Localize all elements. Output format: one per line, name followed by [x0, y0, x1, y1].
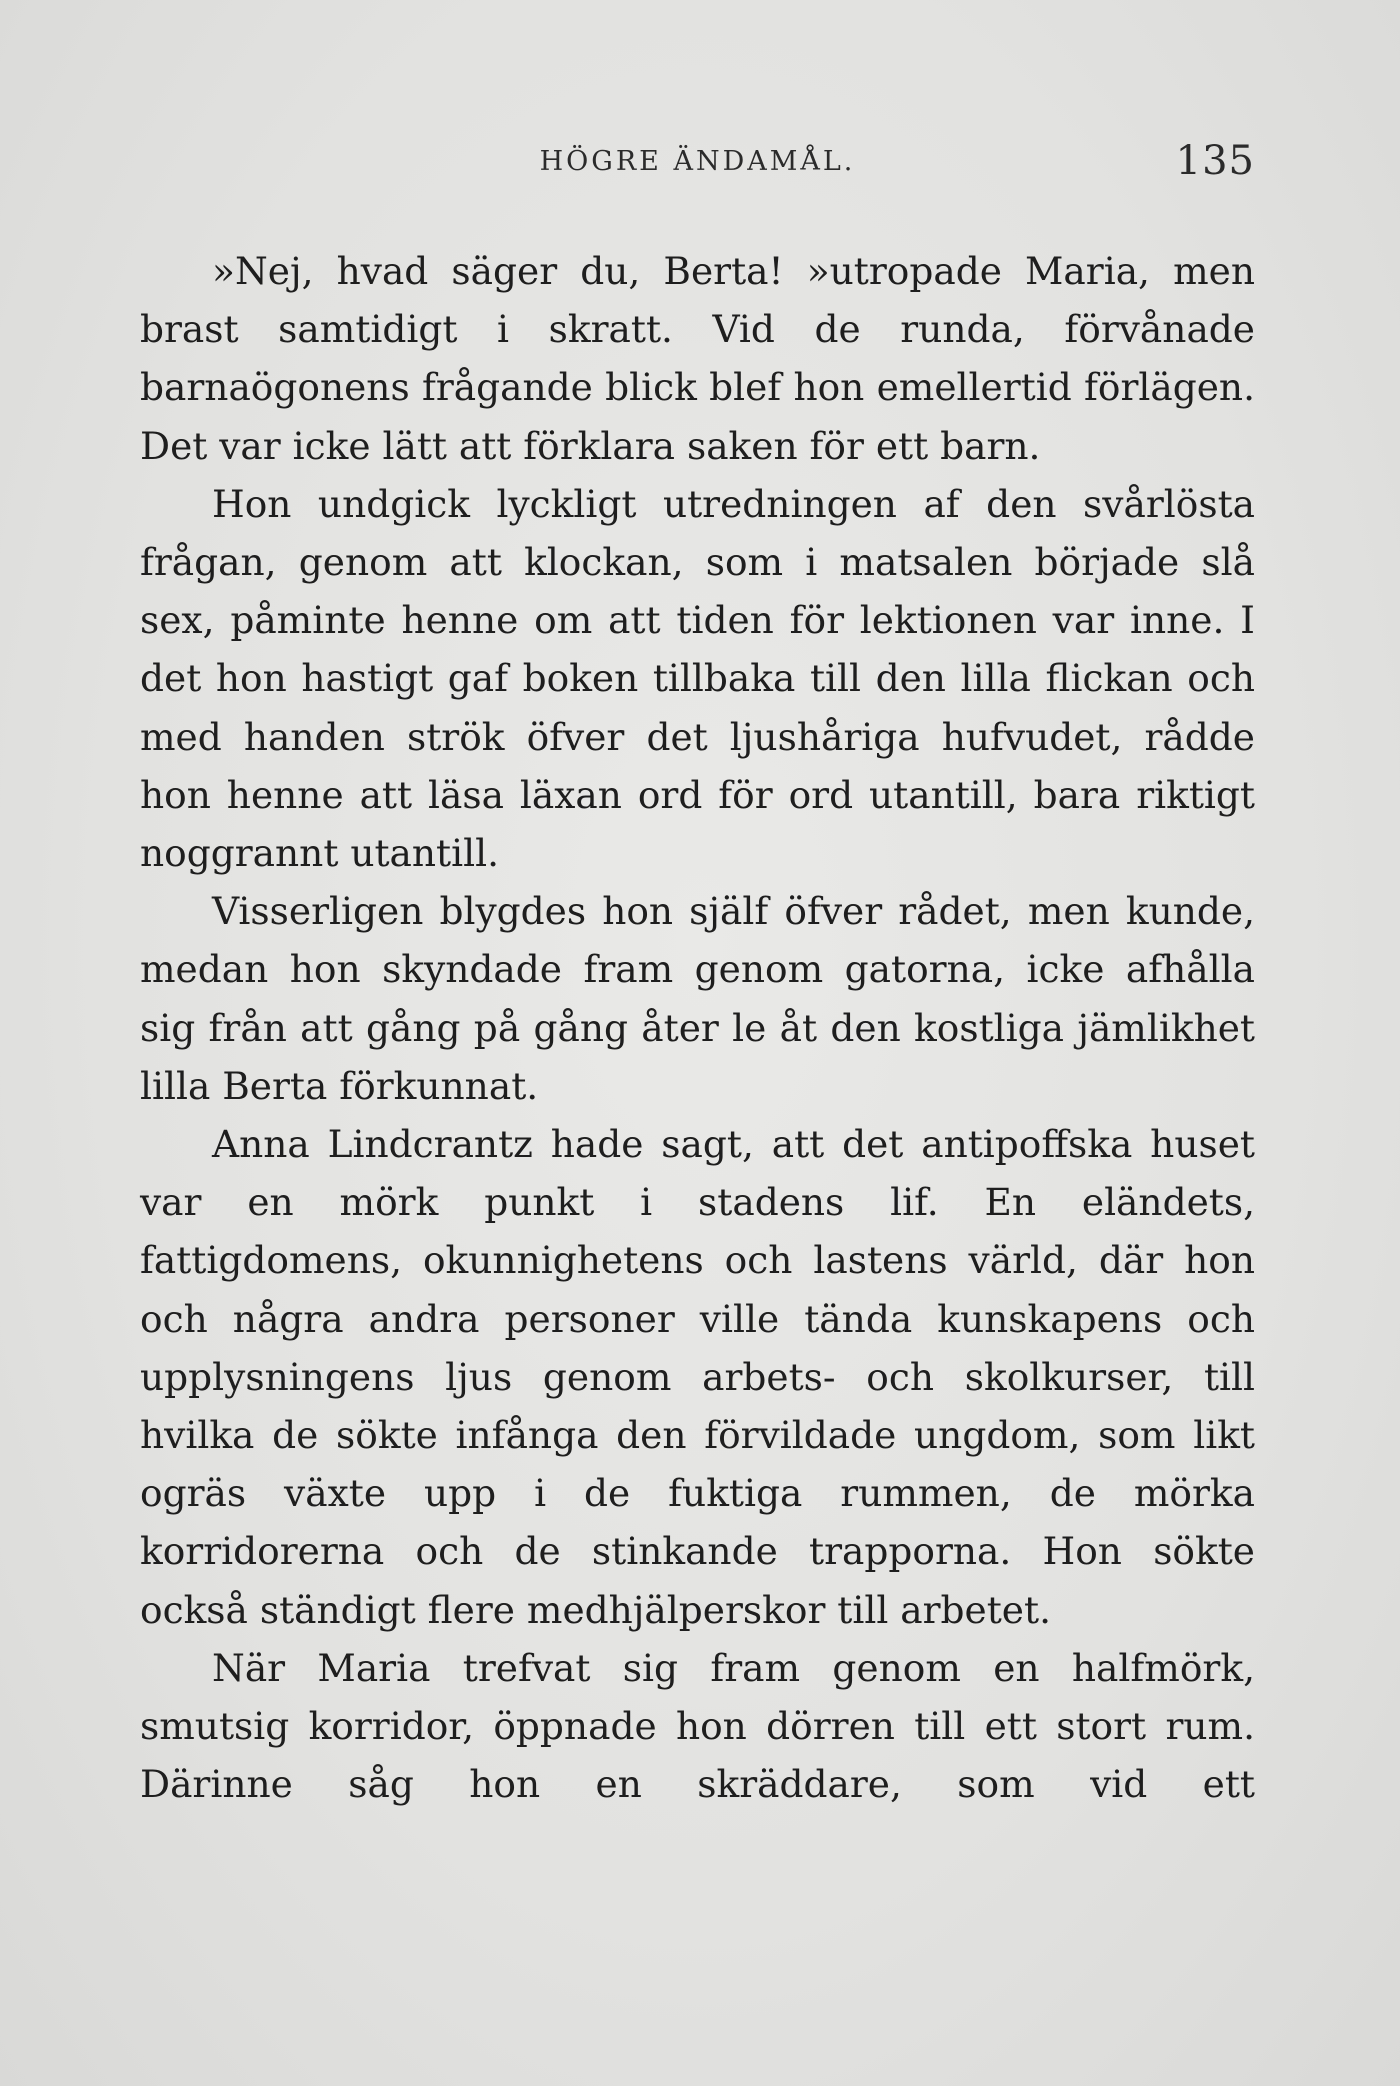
- paragraph-4: Anna Lindcrantz hade sagt, att det antipoffska huset var en mörk punkt i stadens lif. En eländets, fattigdomens, okunnighetens och lastens värld, där hon och några andra personer ville tända kunskapens och upplysningens ljus genom arbets- och skolkurser, till hvilka de sökte infånga den förvildade ungdom, som likt ogräs växte upp i de fuktiga rummen, de mörka korridorerna och de stinkande trapporna. Hon sökte också ständigt flere medhjälperskor till arbetet.: [140, 1122, 1255, 1632]
- paragraph-3: Visserligen blygdes hon själf öfver rådet, men kunde, medan hon skyndade fram genom gatorna, icke afhålla sig från att gång på gång åter le åt den kostliga jämlikhet lilla Berta förkunnat.: [140, 889, 1255, 1108]
- paragraph-1: »Nej, hvad säger du, Berta! »utropade Maria, men brast samtidigt i skratt. Vid de runda, förvånade barnaögonens frågande blick blef hon emellertid förlägen. Det var icke lätt att förklara saken för ett barn.: [140, 249, 1255, 468]
- page-header: [140, 138, 1255, 188]
- running-head: HÖGRE ÄNDAMÅL.: [539, 146, 856, 177]
- page-number: 135: [1175, 138, 1255, 184]
- paragraph-2: Hon undgick lyckligt utredningen af den svårlösta frågan, genom att klockan, som i matsalen började slå sex, påminte henne om att tiden för lektionen var inne. I det hon hastigt gaf boken tillbaka till den lilla flickan och med handen strök öfver det ljushåriga hufvudet, rådde hon henne att läsa läxan ord för ord utantill, bara riktigt noggrannt utantill.: [140, 481, 1255, 876]
- body-text: [140, 242, 1255, 1813]
- paragraph-5: När Maria trefvat sig fram genom en halfmörk, smutsig korridor, öppnade hon dörren till ett stort rum. Därinne såg hon en skräddare, som vid ett: [140, 1645, 1255, 1807]
